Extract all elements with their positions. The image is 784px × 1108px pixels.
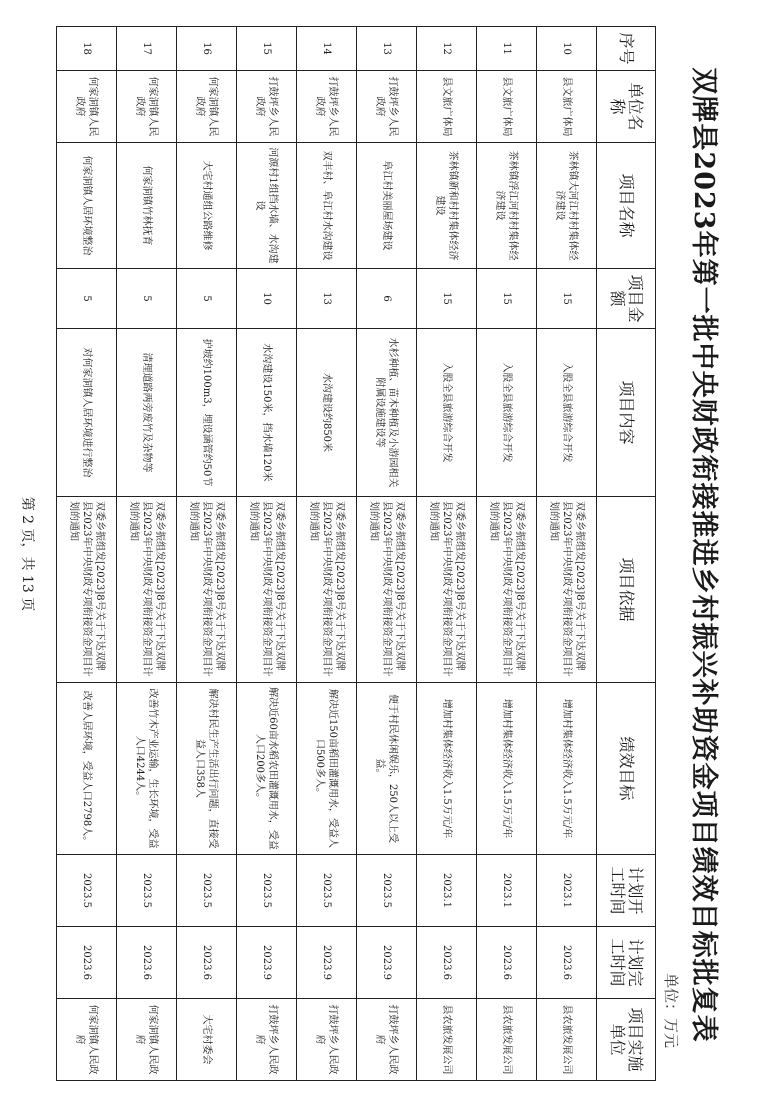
cell-target: 便于村民休闲娱乐，250人以上受益。 [357, 683, 417, 855]
cell-project-name: 河源村1组挡水墙、水沟建设 [237, 143, 297, 269]
cell-end: 2023.6 [57, 927, 117, 999]
table-row [237, 27, 297, 1081]
cell-amount: 10 [237, 269, 297, 329]
cell-amount: 6 [357, 269, 417, 329]
cell-seq: 16 [177, 27, 237, 71]
header-amount: 项目金额 [597, 269, 656, 329]
cell-basis: 双委乡振组发[2023]8号关于下达双牌县2023年中央财政专项衔接资金项目计划的通知 [417, 497, 477, 683]
cell-project-name: 茶林镇浮江河村村集体经济建设 [477, 143, 537, 269]
cell-start: 2023.5 [57, 855, 117, 927]
cell-target: 增加村集体经济收入1.5万元/年 [537, 683, 597, 855]
header-content: 项目内容 [597, 329, 656, 497]
table-row [57, 27, 117, 1081]
cell-content: 入股全县旅游综合开发 [537, 329, 597, 497]
cell-start: 2023.1 [537, 855, 597, 927]
cell-end: 2023.6 [537, 927, 597, 999]
cell-amount: 15 [537, 269, 597, 329]
cell-seq: 13 [357, 27, 417, 71]
header-start: 计划开工时间 [597, 855, 656, 927]
header-target: 绩效目标 [597, 683, 656, 855]
cell-start: 2023.1 [417, 855, 477, 927]
cell-implementer: 大宅村委会 [177, 999, 237, 1081]
cell-target: 解决村民生产生活出行问题，直接受益人口358人 [177, 683, 237, 855]
cell-start: 2023.1 [477, 855, 537, 927]
header-seq: 序号 [597, 27, 656, 71]
header-unit-name: 单位名称 [597, 71, 656, 143]
cell-end: 2023.6 [417, 927, 477, 999]
cell-basis: 双委乡振组发[2023]8号关于下达双牌县2023年中央财政专项衔接资金项目计划的通知 [477, 497, 537, 683]
cell-amount: 5 [117, 269, 177, 329]
cell-basis: 双委乡振组发[2023]8号关于下达双牌县2023年中央财政专项衔接资金项目计划的通知 [237, 497, 297, 683]
cell-seq: 17 [117, 27, 177, 71]
table-row [117, 27, 177, 1081]
cell-start: 2023.5 [357, 855, 417, 927]
cell-end: 2023.6 [177, 927, 237, 999]
cell-unit-name: 县文旅广体局 [417, 71, 477, 143]
cell-unit-name: 县文旅广体局 [537, 71, 597, 143]
cell-content: 水杉种植、苗木种植及小游园相关附属设施建设等 [357, 329, 417, 497]
cell-end: 2023.9 [357, 927, 417, 999]
cell-content: 入股全县旅游综合开发 [477, 329, 537, 497]
cell-end: 2023.9 [297, 927, 357, 999]
cell-basis: 双委乡振组发[2023]8号关于下达双牌县2023年中央财政专项衔接资金项目计划的通知 [297, 497, 357, 683]
cell-start: 2023.5 [177, 855, 237, 927]
cell-target: 改善竹木产业运输，生长环境，受益人口4244人。 [117, 683, 177, 855]
cell-unit-name: 何家洞镇人民政府 [57, 71, 117, 143]
cell-content: 护坡约100m3，埋设涵管约50节 [177, 329, 237, 497]
cell-seq: 15 [237, 27, 297, 71]
cell-implementer: 县农旅发展公司 [537, 999, 597, 1081]
cell-unit-name: 打鼓坪乡人民政府 [357, 71, 417, 143]
cell-content: 水沟建设约850米 [297, 329, 357, 497]
cell-basis: 双委乡振组发[2023]8号关于下达双牌县2023年中央财政专项衔接资金项目计划的通知 [57, 497, 117, 683]
cell-project-name: 茶林镇新和村村集体经济建设 [417, 143, 477, 269]
cell-end: 2023.9 [237, 927, 297, 999]
cell-target: 解决近150亩稻田灌溉用水，受益人口500多人。 [297, 683, 357, 855]
header-basis: 项目依据 [597, 497, 656, 683]
cell-seq: 18 [57, 27, 117, 71]
cell-unit-name: 何家洞镇人民政府 [177, 71, 237, 143]
cell-amount: 5 [57, 269, 117, 329]
table-header-row [597, 27, 656, 1081]
cell-basis: 双委乡振组发[2023]8号关于下达双牌县2023年中央财政专项衔接资金项目计划的通知 [117, 497, 177, 683]
unit-note: 单位：万元 [662, 972, 680, 1048]
cell-content: 对何家洞镇人居环境进行整治 [57, 329, 117, 497]
header-end: 计划完工时间 [597, 927, 656, 999]
table-row [477, 27, 537, 1081]
cell-project-name: 何家洞镇竹林抚育 [117, 143, 177, 269]
cell-content: 清理道路两旁废竹及杂物等 [117, 329, 177, 497]
cell-implementer: 打鼓坪乡人民政府 [357, 999, 417, 1081]
cell-basis: 双委乡振组发[2023]8号关于下达双牌县2023年中央财政专项衔接资金项目计划的通知 [537, 497, 597, 683]
cell-unit-name: 何家洞镇人民政府 [117, 71, 177, 143]
cell-project-name: 大宅村通组公路维修 [177, 143, 237, 269]
cell-seq: 10 [537, 27, 597, 71]
cell-implementer: 何家洞镇人民政府 [117, 999, 177, 1081]
cell-content: 入股全县旅游综合开发 [417, 329, 477, 497]
cell-seq: 14 [297, 27, 357, 71]
cell-start: 2023.5 [117, 855, 177, 927]
cell-basis: 双委乡振组发[2023]8号关于下达双牌县2023年中央财政专项衔接资金项目计划的通知 [357, 497, 417, 683]
cell-basis: 双委乡振组发[2023]8号关于下达双牌县2023年中央财政专项衔接资金项目计划的通知 [177, 497, 237, 683]
cell-seq: 12 [417, 27, 477, 71]
table-row [537, 27, 597, 1081]
cell-end: 2023.6 [117, 927, 177, 999]
cell-unit-name: 打鼓坪乡人民政府 [237, 71, 297, 143]
header-project-name: 项目名称 [597, 143, 656, 269]
cell-unit-name: 县文旅广体局 [477, 71, 537, 143]
cell-implementer: 打鼓坪乡人民政府 [237, 999, 297, 1081]
cell-amount: 5 [177, 269, 237, 329]
performance-target-table [56, 26, 656, 1081]
table-row [297, 27, 357, 1081]
table-row [417, 27, 477, 1081]
cell-amount: 13 [297, 269, 357, 329]
cell-implementer: 何家洞镇人民政府 [57, 999, 117, 1081]
cell-end: 2023.6 [477, 927, 537, 999]
cell-project-name: 双丰村、阜江村水沟建设 [297, 143, 357, 269]
header-implementer: 项目实施单位 [597, 999, 656, 1081]
table-row [357, 27, 417, 1081]
cell-project-name: 茶林镇大河江村村集体经济建设 [537, 143, 597, 269]
cell-target: 改善人居环境，受益人口2798人。 [57, 683, 117, 855]
cell-target: 增加村集体经济收入1.5万元/年 [417, 683, 477, 855]
cell-target: 解决近60亩水稻农田灌溉用水，受益人口200多人。 [237, 683, 297, 855]
document-title: 双牌县2023年第一批中央财政衔接推进乡村振兴补助资金项目绩效目标批复表 [688, 67, 719, 1043]
cell-implementer: 县农旅发展公司 [477, 999, 537, 1081]
cell-amount: 15 [477, 269, 537, 329]
cell-target: 增加村集体经济收入1.5万元/年 [477, 683, 537, 855]
cell-start: 2023.5 [297, 855, 357, 927]
table-row [177, 27, 237, 1081]
cell-seq: 11 [477, 27, 537, 71]
cell-amount: 15 [417, 269, 477, 329]
page-footer: 第 2 页，共 13 页 [19, 496, 35, 612]
cell-implementer: 打鼓坪乡人民政府 [297, 999, 357, 1081]
cell-start: 2023.5 [237, 855, 297, 927]
cell-content: 水沟建设150米，挡水墙120米 [237, 329, 297, 497]
cell-implementer: 县农旅发展公司 [417, 999, 477, 1081]
cell-unit-name: 打鼓坪乡人民政府 [297, 71, 357, 143]
cell-project-name: 何家洞镇人居环境整治 [57, 143, 117, 269]
cell-project-name: 阜江村美丽屋场建设 [357, 143, 417, 269]
